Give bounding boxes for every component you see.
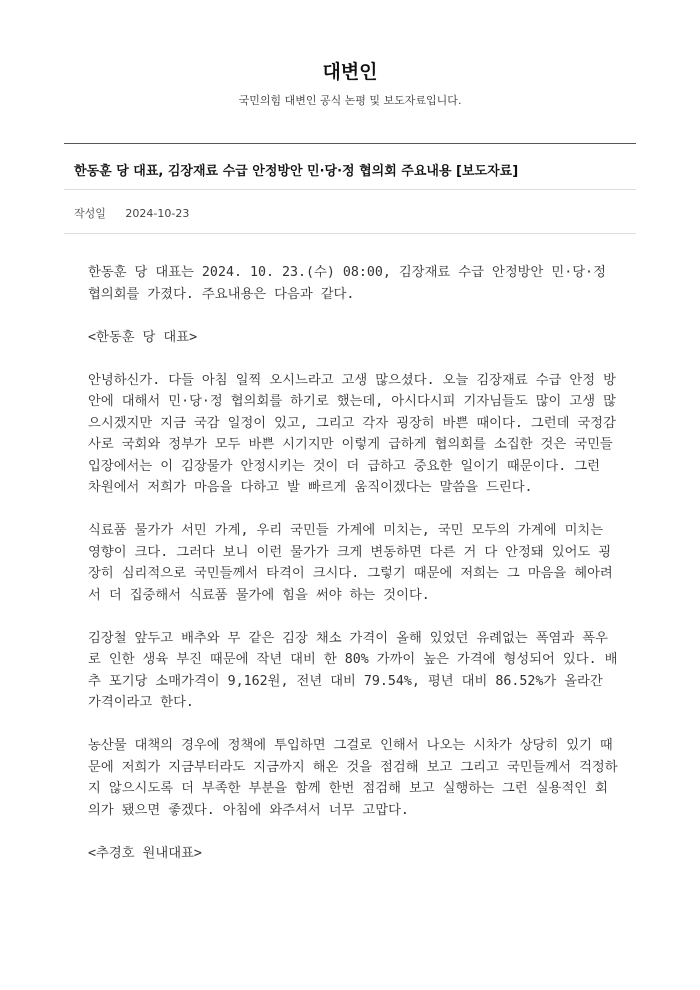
speaker-heading: <추경호 원내대표> — [88, 845, 202, 861]
body-paragraph: 김장철 앞두고 배추와 무 같은 김장 채소 가격이 올해 있었던 유례없는 폭염과 폭우로 인한 생육 부진 때문에 작년 대비 한 80% 가까이 높은 가격에 형성되어 있다. 배추 포기당 소매가격이 9,162원, 전년 대비 79.54%, 평년 대비 86.52%가 올라간 가격이라고 한다. — [88, 630, 618, 710]
date-value: 2024-10-23 — [125, 207, 190, 220]
site-subtitle: 국민의힘 대변인 공식 논평 및 보도자료입니다. — [238, 94, 462, 107]
body-paragraph: 안녕하신가. 다들 아침 일찍 오시느라고 고생 많으셨다. 오늘 김장재료 수급 안정 방안에 대해서 민·당·정 협의회를 하기로 했는데, 아시다시피 기자님들도 많이 고생 많으시겠지만 지금 국감 일정이 있고, 그리고 각자 굉장히 바쁜 때이다. 그런데 국정감사로 국회와 정부가 모두 바쁜 시기지만 이렇게 급하게 협의회를 소집한 것은 국민들 입장에서는 이 김장물가 안정시키는 것이 더 급하고 중요한 일이기 때문이다. 그런 차원에서 저희가 마음을 다하고 발 빠르게 움직이겠다는 말씀을 드린다. — [88, 372, 616, 495]
meta-divider — [64, 233, 636, 234]
body-paragraph: 농산물 대책의 경우에 정책에 투입하면 그걸로 인해서 나오는 시차가 상당히 있기 때문에 저희가 지금부터라도 지금까지 해온 것을 점검해 보고 그리고 국민들께서 걱정하지 않으시도록 더 부족한 부분을 함께 한번 점검해 보고 실행하는 그런 실용적인 회의가 됐으면 좋겠다. 아침에 와주셔서 너무 고맙다. — [88, 738, 618, 818]
intro-paragraph: 한동훈 당 대표는 2024. 10. 23.(수) 08:00, 김장재료 수급 안정방안 민·당·정 협의회를 가졌다. 주요내용은 다음과 같다. — [88, 265, 606, 302]
top-divider — [64, 143, 636, 144]
post-title: 한동훈 당 대표, 김장재료 수급 안정방안 민·당·정 협의회 주요내용 [보도자료] — [74, 164, 519, 179]
date-label: 작성일 — [74, 207, 106, 220]
site-title[interactable]: 대변인 — [322, 61, 378, 83]
title-divider — [64, 189, 636, 190]
speaker-heading: <한동훈 당 대표> — [88, 329, 198, 345]
post-meta — [74, 205, 189, 221]
body-paragraph: 식료품 물가가 서민 가계, 우리 국민들 가계에 미치는, 국민 모두의 가계에 미치는 영향이 크다. 그러다 보니 이런 물가가 크게 변동하면 다른 거 다 안정돼 있어도 굉장히 심리적으로 국민들께서 타격이 크시다. 그렇기 때문에 저희는 그 마음을 헤아려서 더 집중해서 식료품 물가에 힘을 써야 하는 것이다. — [88, 523, 613, 603]
article-body — [88, 262, 618, 886]
